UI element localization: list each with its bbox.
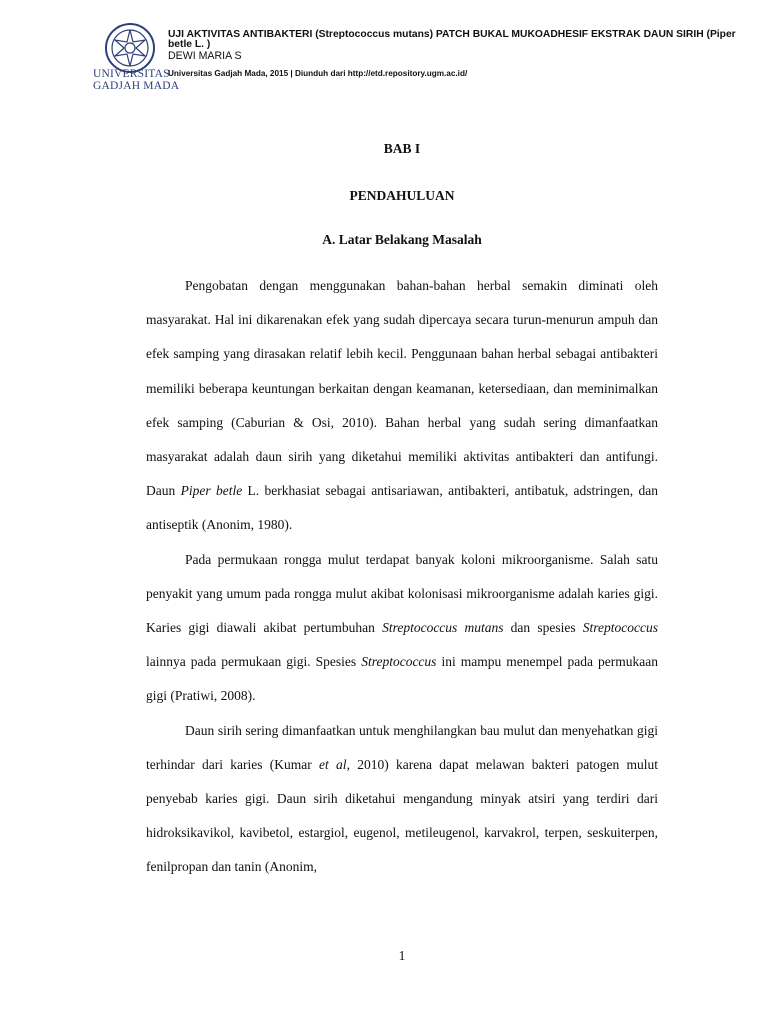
italic-term: et al (319, 756, 347, 772)
text-run: Pada permukaan rongga mulut terdapat banyak koloni mikroorganisme. Salah satu penyakit yang umum pada rongga mulut akibat kolonisasi mikroorganisme adalah karies gigi. Karies gigi diawali akibat pertumbuhan (146, 551, 658, 636)
paragraph (146, 714, 658, 885)
text-run: Pengobatan dengan menggunakan bahan-bahan herbal semakin diminati oleh masyarakat. Hal ini dikarenakan efek yang sudah dipercaya secara turun-menurun ampuh dan efek samping yang dirasakan relatif lebih kecil. Penggunaan bahan herbal sebagai antibakteri memiliki beberapa keuntungan berkaitan dengan keamanan, ketersediaan, dan meminimalkan efek samping (Caburian & Osi, 2010). Bahan herbal yang sudah sering dimanfaatkan masyarakat adalah daun sirih yang diketahui memiliki aktivitas antibakteri dan antifungi. Daun (146, 278, 658, 499)
paragraph (146, 543, 658, 714)
source-line: Universitas Gadjah Mada, 2015 | Diunduh dari http://etd.repository.ugm.ac.id/ (168, 69, 468, 78)
italic-term: Streptococcus (361, 654, 437, 670)
author-name: DEWI MARIA S (168, 50, 242, 62)
paragraph (146, 269, 658, 543)
body-text (146, 269, 658, 885)
thesis-title: UJI AKTIVITAS ANTIBAKTERI (Streptococcus mutans) PATCH BUKAL MUKOADHESIF EKSTRAK DAUN SIRIH (Piper betle L. ) (168, 29, 736, 50)
italic-term: Piper betle (180, 483, 243, 499)
page-number: 1 (398, 948, 406, 963)
italic-term: Streptococcus mutans (382, 620, 504, 636)
text-run: , 2010) karena dapat melawan bakteri patogen mulut penyebab karies gigi. Daun sirih diketahui mengandung minyak atsiri yang terdiri dari hidroksikavikol, kavibetol, estargiol, eugenol, metileugenol, karvakrol, terpen, seskuiterpen, fenilpropan dan tanin (Anonim, (146, 756, 658, 875)
subsection-heading: A. Latar Belakang Masalah (322, 232, 482, 247)
header-text (168, 30, 748, 79)
repository-header (0, 0, 768, 110)
chapter-heading: BAB I (383, 141, 421, 156)
italic-term: Streptococcus (582, 620, 659, 636)
university-name: UNIVERSITAS GADJAH MADA (93, 68, 180, 92)
text-run: dan spesies (503, 620, 583, 636)
text-run: L. berkhasiat sebagai antisariawan, antibakteri, antibatuk, adstringen, dan antiseptik (Anonim, 1980). (146, 483, 659, 533)
text-run: lainnya pada permukaan gigi. Spesies (146, 654, 362, 670)
section-heading: PENDAHULUAN (349, 188, 455, 203)
text-run: Daun sirih sering dimanfaatkan untuk menghilangkan bau mulut dan menyehatkan gigi terhindar dari karies (Kumar (146, 722, 658, 772)
text-run: ini mampu menempel pada permukaan gigi (Pratiwi, 2008). (146, 654, 658, 704)
